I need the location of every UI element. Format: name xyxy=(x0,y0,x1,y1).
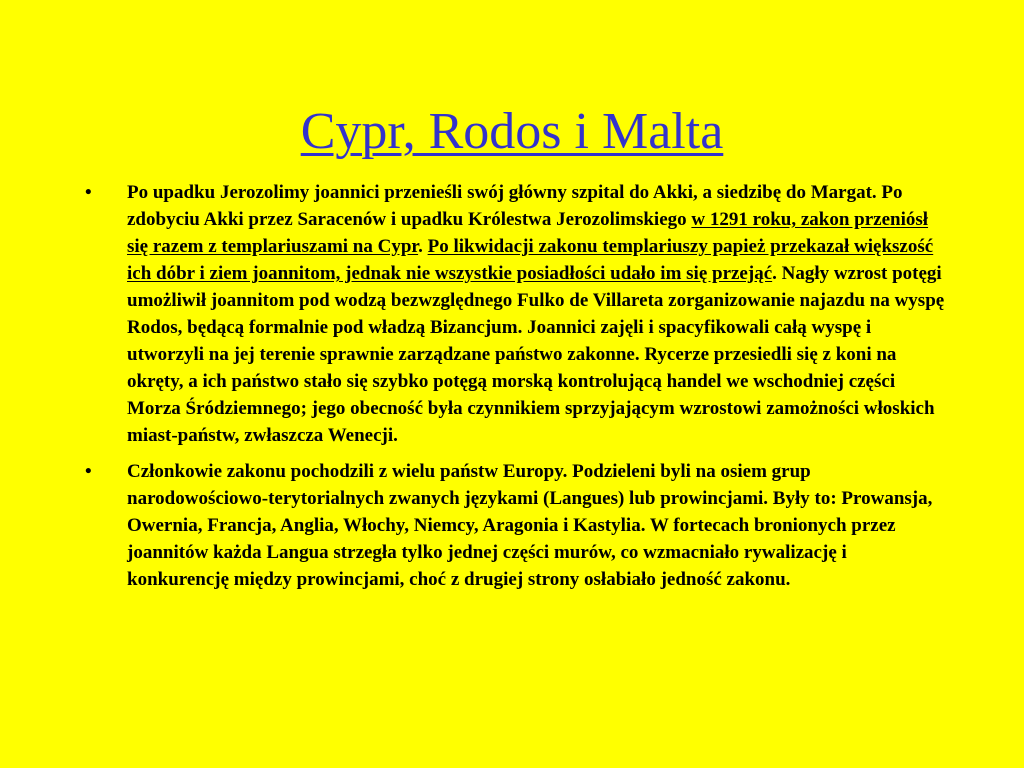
slide-title: Cypr, Rodos i Malta xyxy=(300,103,724,160)
bullet-text-segment: . xyxy=(418,236,428,257)
bullet-list xyxy=(85,179,945,602)
underlined-text-cyprus: w 1291 roku, zakon przeniósł się razem z templariuszami na Cypr xyxy=(127,209,929,257)
underlined-text-templar-assets: Po likwidacji zakonu templariuszy papież przekazał większość ich dóbr i ziem joannitom, jednak nie wszystkie posiadłości udało im się przejąć xyxy=(127,236,934,284)
bullet-marker: • xyxy=(85,461,92,482)
bullet-text-segment: . Nagły wzrost potęgi umożliwił joannitom pod wodzą bezwzględnego Fulko de Villareta zorganizowanie najazdu na wyspę Rodos, będącą formalnie pod władzą Bizancjum. Joannici zajęli i spacyfikowali całą wyspę i utworzyli na jej terenie sprawnie zarządzane państwo zakonne. Rycerze przesiedli się z koni na okręty, a ich państwo stało się szybko potęgą morską kontrolującą handel we wschodniej części Morza Śródziemnego; jego obecność była czynnikiem sprzyjającym wzrostowi zamożności włoskich miast-państw, zwłaszcza Wenecji. xyxy=(127,263,945,446)
bullet-marker: • xyxy=(85,182,92,203)
bullet-item xyxy=(85,179,945,449)
bullet-item xyxy=(85,458,945,593)
bullet-text-segment: Członkowie zakonu pochodzili z wielu państw Europy. Podzieleni byli na osiem grup narodowościowo-terytorialnych zwanych językami (Langues) lub prowincjami. Były to: Prowansja, Owernia, Francja, Anglia, Włochy, Niemcy, Aragonia i Kastylia. W fortecach bronionych przez joannitów każda Langua strzegła tylko jednej części murów, co wzmacniało rywalizację i konkurencję między prowincjami, choć z drugiej strony osłabiało jedność zakonu. xyxy=(127,461,933,590)
bullet-text-segment: Po upadku Jerozolimy joannici przenieśli swój główny szpital do Akki, a siedzibę do Margat. Po zdobyciu Akki przez Saracenów i upadku Królestwa Jerozolimskiego xyxy=(127,182,903,230)
